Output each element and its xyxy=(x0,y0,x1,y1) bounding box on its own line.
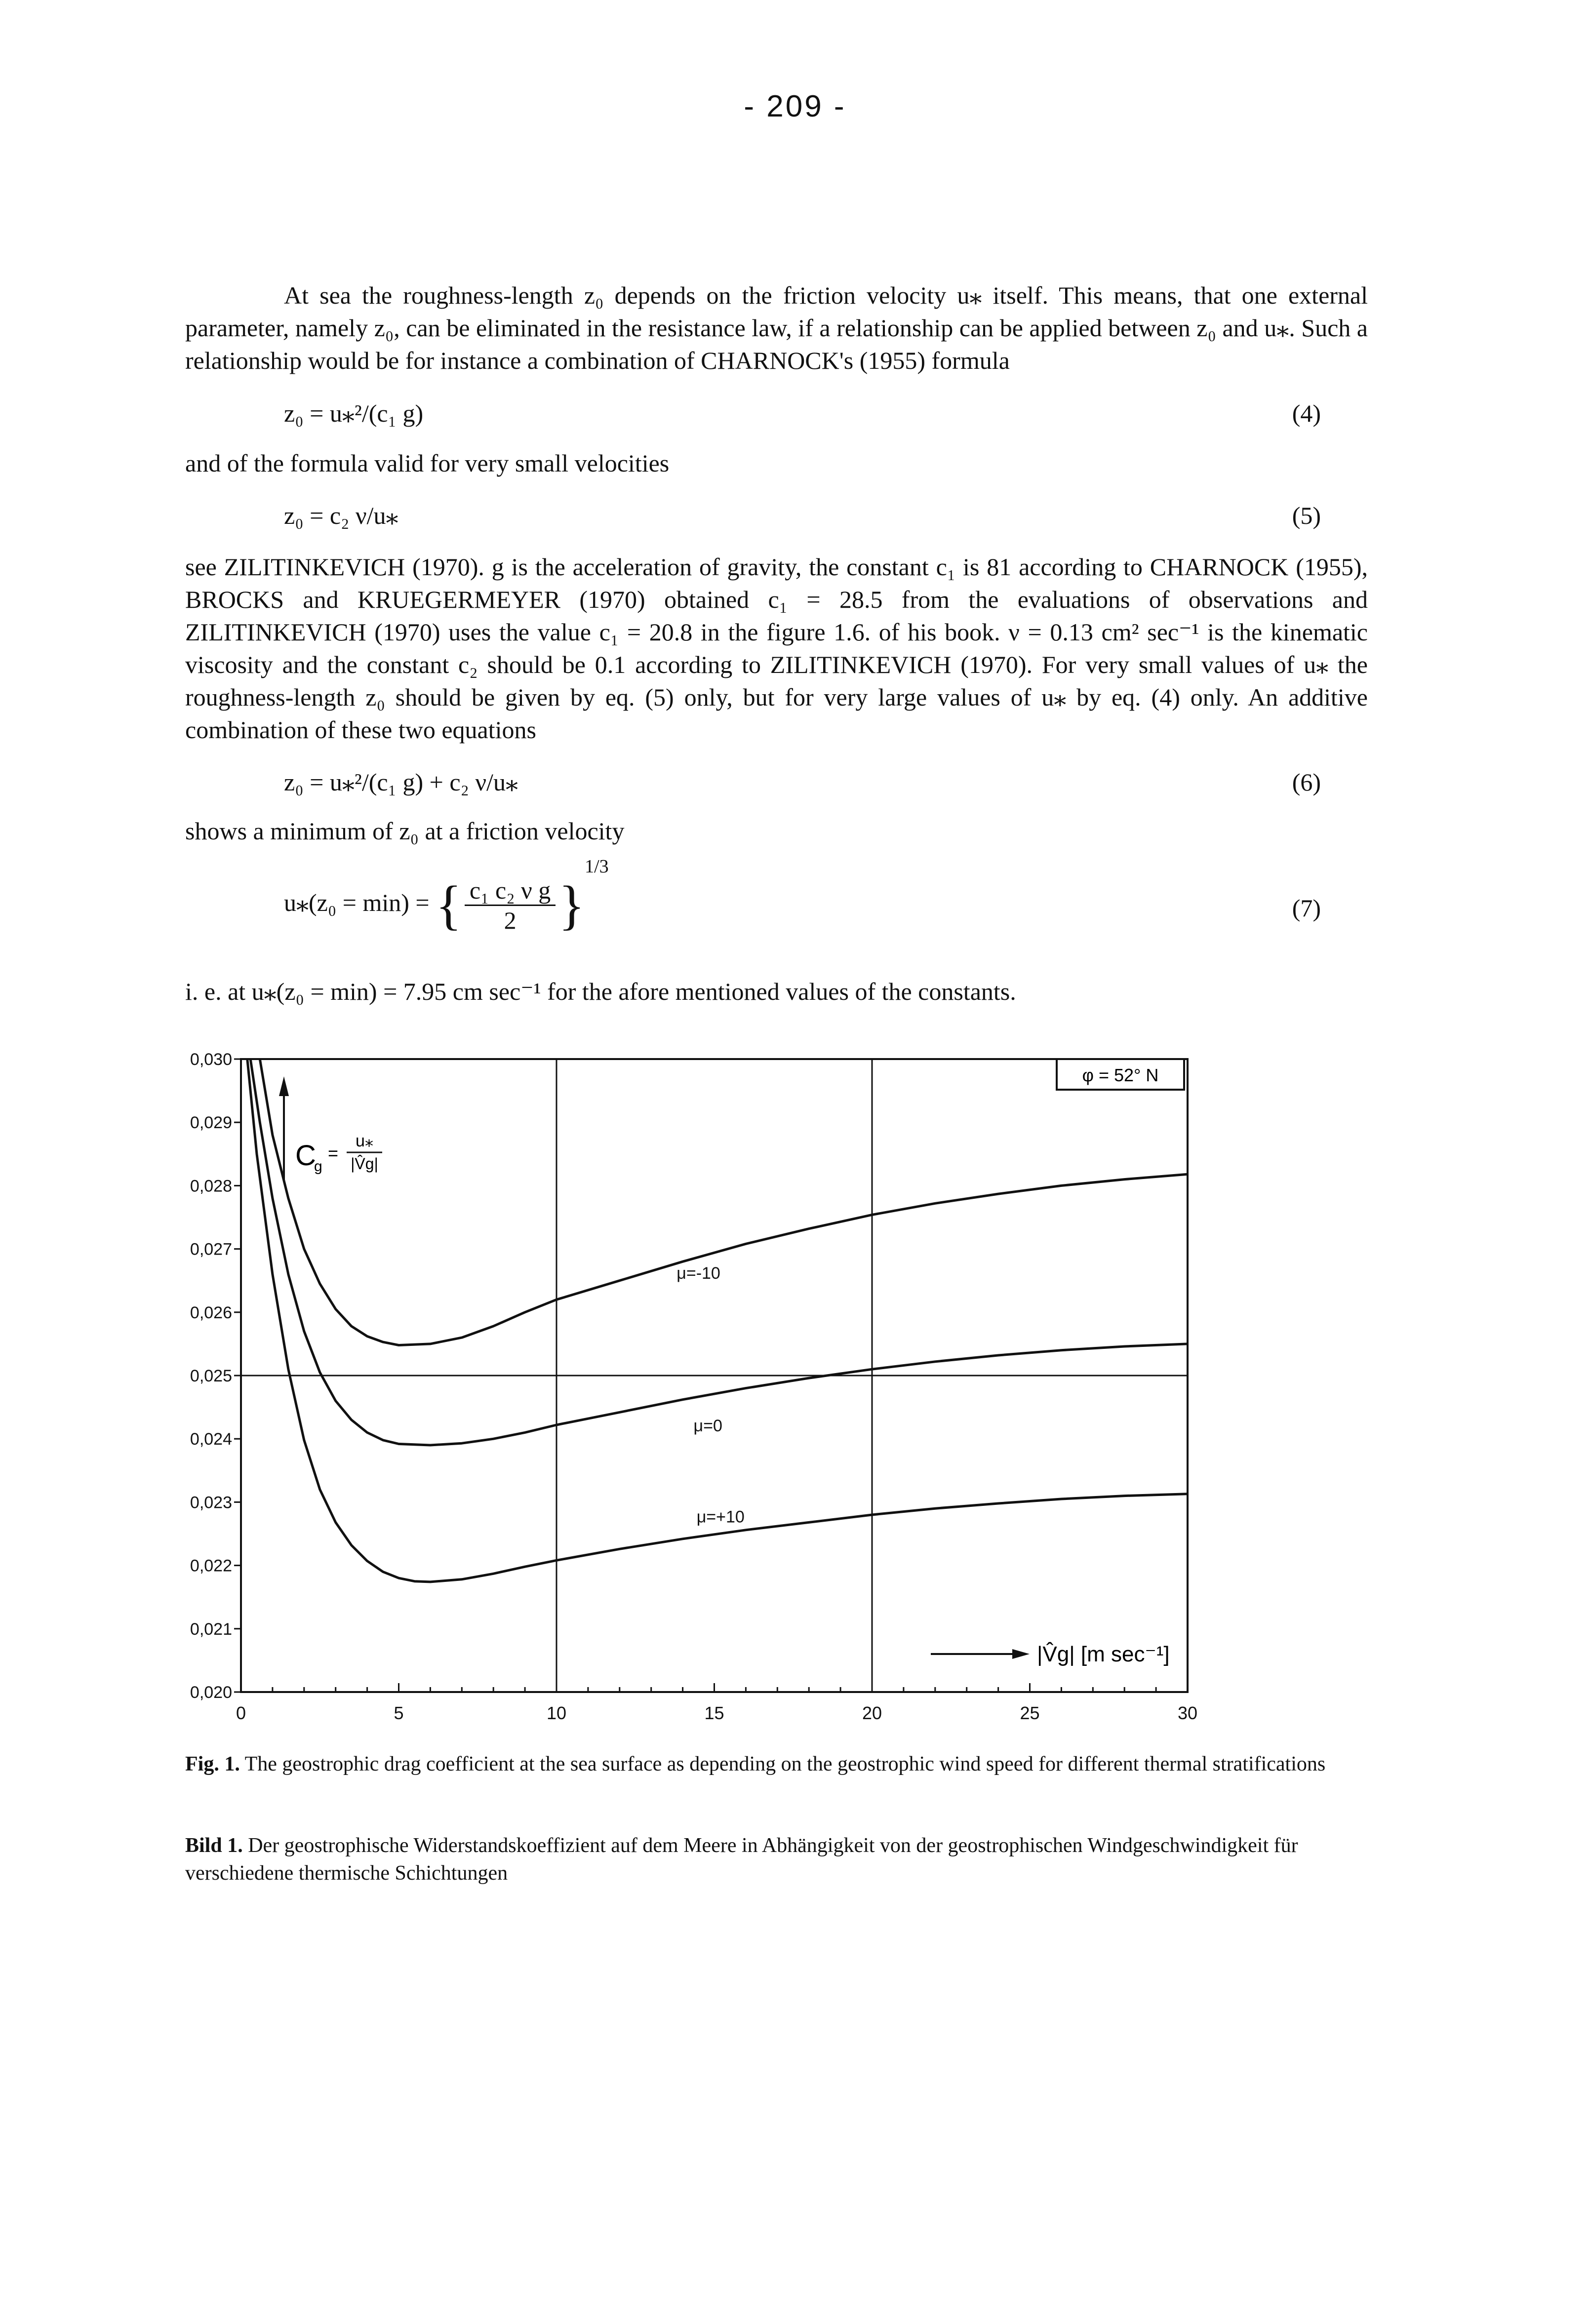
series-line-2 xyxy=(247,1059,1188,1582)
x-tick-label: 15 xyxy=(704,1703,724,1723)
grid-lines xyxy=(241,1059,1188,1692)
equation-4-number: (4) xyxy=(1292,399,1321,427)
figure-label-de: Bild 1. xyxy=(185,1834,243,1857)
y-tick-label: 0,026 xyxy=(190,1303,232,1322)
paragraph-constants: see ZILITINKEVICH (1970). g is the acceleration of gravity, the constant c₁ is 81 according to CHARNOCK (1955), BROCKS and KRUEGERMEYER (1970) obtained c₁ = 28.5 from the evaluations of observations and ZILITINKEVICH (1970) uses the value c₁ = 20.8 in the figure 1.6. of his book. ν = 0.13 cm² sec⁻¹ is the kinematic viscosity and the constant c₂ should be 0.1 according to ZILITINKEVICH (1970). For very small values of u⁎ the roughness-length z₀ should be given by eq. (5) only, but for very large values of u⁎ by eq. (4) only. An additive combination of these two equations xyxy=(185,553,1368,744)
series-label-0: μ=-10 xyxy=(676,1263,720,1283)
x-axis-label: |V̂g| [m sec⁻¹] xyxy=(1037,1642,1170,1666)
x-label-arrow-head xyxy=(1012,1649,1030,1659)
equation-6-number: (6) xyxy=(1292,768,1321,796)
axis-ticks xyxy=(190,1050,1197,1723)
equation-4-body: z₀ = u⁎²/(c₁ g) xyxy=(284,399,424,427)
y-tick-label: 0,030 xyxy=(190,1050,232,1069)
equation-7-lhs: u⁎(z₀ = min) = xyxy=(284,888,430,916)
y-tick-label: 0,025 xyxy=(190,1367,232,1385)
series-line-0 xyxy=(260,1059,1188,1345)
series-label-1: μ=0 xyxy=(693,1416,722,1435)
y-tick-label: 0,028 xyxy=(190,1177,232,1196)
paragraph-result: i. e. at u⁎(z₀ = min) = 7.95 cm sec⁻¹ for the afore mentioned values of the constants. xyxy=(185,978,1016,1005)
figure-caption-en xyxy=(185,1750,1380,1778)
equation-7-denominator: 2 xyxy=(504,906,517,934)
formula-equals: = xyxy=(328,1143,339,1163)
y-tick-label: 0,029 xyxy=(190,1113,232,1133)
equation-7-numerator: c₁ c₂ ν g xyxy=(465,876,556,906)
series-label-2: μ=+10 xyxy=(696,1507,745,1527)
y-tick-label: 0,023 xyxy=(190,1493,232,1512)
formula-c: C xyxy=(295,1140,316,1172)
equation-7-number: (7) xyxy=(1292,894,1321,922)
y-tick-label: 0,024 xyxy=(190,1430,232,1449)
figure-caption-de xyxy=(185,1832,1380,1887)
formula-c-sub: g xyxy=(314,1158,322,1175)
y-tick-label: 0,021 xyxy=(190,1619,232,1639)
latitude-label: φ = 52° N xyxy=(1082,1065,1159,1085)
figure-text-de: Der geostrophische Widerstandskoeffizient auf dem Meere in Abhängigkeit von der geostrophischen Windgeschwindigkeit für verschiedene thermische Schichtungen xyxy=(185,1834,1298,1885)
equation-5-number: (5) xyxy=(1292,502,1321,529)
equation-7-right-brace: } xyxy=(558,875,585,935)
x-tick-label: 30 xyxy=(1177,1703,1198,1723)
formula-numerator: u⁎ xyxy=(356,1132,373,1150)
paragraph-minimum: shows a minimum of z₀ at a friction velocity xyxy=(185,817,625,845)
x-tick-label: 25 xyxy=(1020,1703,1040,1723)
y-tick-label: 0,027 xyxy=(190,1240,232,1259)
equation-6-body: z₀ = u⁎²/(c₁ g) + c₂ ν/u⁎ xyxy=(284,768,518,796)
curves xyxy=(247,1059,1188,1582)
figure-label-en: Fig. 1. xyxy=(185,1753,240,1775)
x-tick-label: 20 xyxy=(862,1703,882,1723)
equation-7-left-brace: { xyxy=(436,875,462,935)
paragraph-intro: At sea the roughness-length z₀ depends on the friction velocity u⁎ itself. This means, that one external parameter, namely z₀, can be eliminated in the resistance law, if a relationship can be applied between z₀ and u⁎. Such a relationship would be for instance a combination of CHARNOCK's (1955) formula xyxy=(185,281,1368,374)
formula-arrow-head xyxy=(279,1076,289,1096)
paragraph-small-velocities: and of the formula valid for very small velocities xyxy=(185,449,670,477)
equation-5-body: z₀ = c₂ ν/u⁎ xyxy=(284,502,398,529)
x-tick-label: 0 xyxy=(236,1703,246,1723)
y-tick-label: 0,020 xyxy=(190,1683,232,1702)
equation-7-exponent: 1/3 xyxy=(585,856,609,877)
page-number: - 209 - xyxy=(744,89,846,123)
figure-text-en: The geostrophic drag coefficient at the sea surface as depending on the geostrophic wind speed for different thermal stratifications xyxy=(244,1753,1326,1775)
formula-denominator: |V̂g| xyxy=(351,1155,378,1173)
x-tick-label: 5 xyxy=(394,1703,404,1723)
y-tick-label: 0,022 xyxy=(190,1556,232,1576)
x-tick-label: 10 xyxy=(546,1703,567,1723)
